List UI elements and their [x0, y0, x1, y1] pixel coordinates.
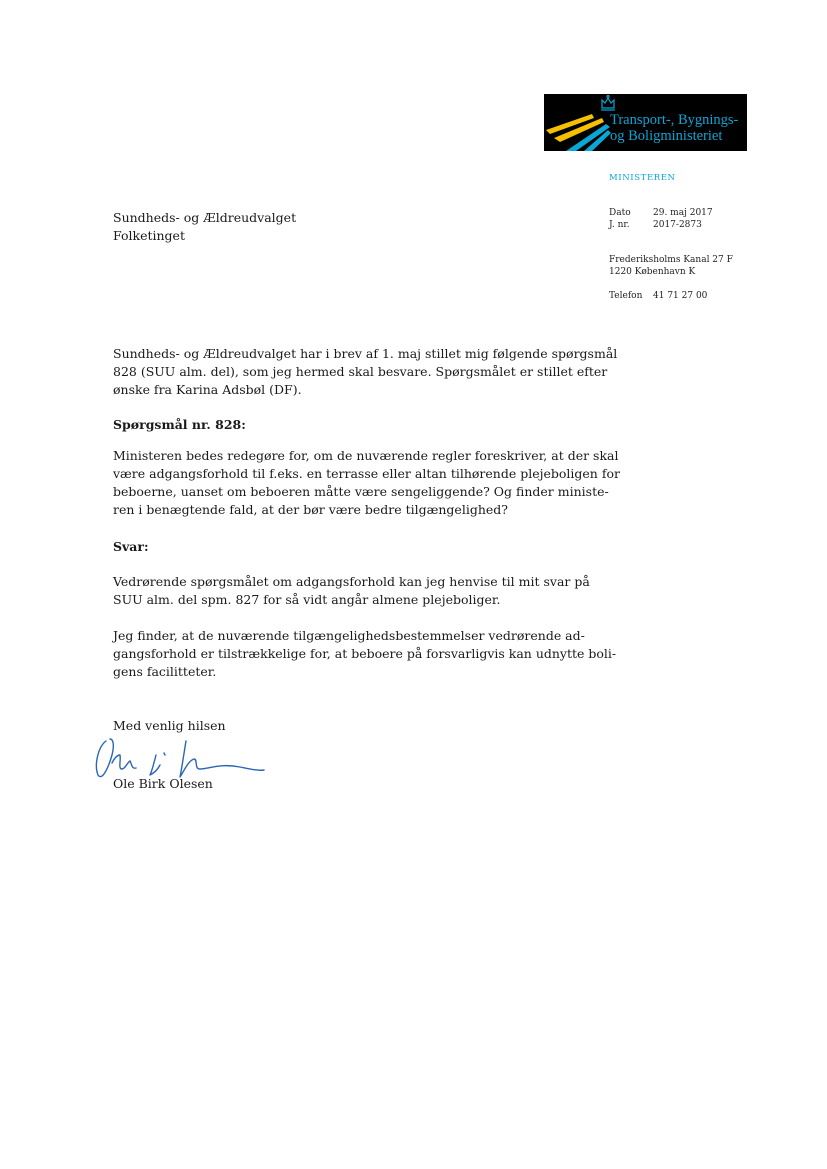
recipient-line1: Sundheds- og Ældreudvalget — [113, 210, 297, 225]
answer-paragraph-1 — [113, 573, 590, 609]
logo-text-line2: og Boligministeriet — [610, 128, 723, 144]
intro-line: ønske fra Karina Adsbøl (DF). — [113, 382, 302, 397]
ministry-logo — [544, 94, 747, 151]
reference-label: J. nr. — [609, 220, 630, 230]
sender-title: MINISTEREN — [609, 173, 676, 183]
question-line: Ministeren bedes redegøre for, om de nuværende regler foreskriver, at der skal — [113, 448, 619, 463]
question-line: være adgangsforhold til f.eks. en terrasse eller altan tilhørende plejeboligen for — [113, 466, 620, 481]
signer-name: Ole Birk Olesen — [113, 776, 213, 791]
intro-line: Sundheds- og Ældreudvalget har i brev af 1. maj stillet mig følgende spørgsmål — [113, 346, 618, 361]
answer-heading: Svar: — [113, 539, 149, 554]
phone-label: Telefon — [609, 291, 643, 301]
phone-value: 41 71 27 00 — [653, 291, 708, 301]
intro-line: 828 (SUU alm. del), som jeg hermed skal besvare. Spørgsmålet er stillet efter — [113, 364, 608, 379]
date-label: Dato — [609, 208, 631, 218]
question-paragraph — [113, 447, 620, 519]
answer-line: Jeg finder, at de nuværende tilgængelighedsbestemmelser vedrørende ad- — [113, 628, 585, 643]
question-heading: Spørgsmål nr. 828: — [113, 417, 246, 432]
recipient-line2: Folketinget — [113, 228, 185, 243]
address-line2: 1220 København K — [609, 267, 696, 277]
date-row — [609, 207, 713, 219]
answer-line: gangsforhold er tilstrækkelige for, at beboere på forsvarligvis kan udnytte boli- — [113, 646, 617, 661]
reference-value: 2017-2873 — [653, 220, 702, 230]
answer-line: gens facilitteter. — [113, 664, 217, 679]
question-line: ren i benægtende fald, at der bør være bedre tilgængelighed? — [113, 502, 508, 517]
answer-line: Vedrørende spørgsmålet om adgangsforhold kan jeg henvise til mit svar på — [113, 574, 590, 589]
date-value: 29. maj 2017 — [653, 208, 713, 218]
reference-row — [609, 219, 702, 231]
logo-text-line1: Transport-, Bygnings- — [610, 112, 739, 128]
phone-row — [609, 290, 707, 302]
address-line1: Frederiksholms Kanal 27 F — [609, 255, 733, 265]
intro-paragraph — [113, 345, 618, 399]
question-line: beboerne, uanset om beboeren måtte være sengeliggende? Og finder ministe- — [113, 484, 609, 499]
closing-greeting: Med venlig hilsen — [113, 718, 226, 733]
recipient-block — [113, 209, 296, 245]
answer-paragraph-2 — [113, 627, 617, 681]
answer-line: SUU alm. del spm. 827 for så vidt angår almene plejeboliger. — [113, 592, 501, 607]
